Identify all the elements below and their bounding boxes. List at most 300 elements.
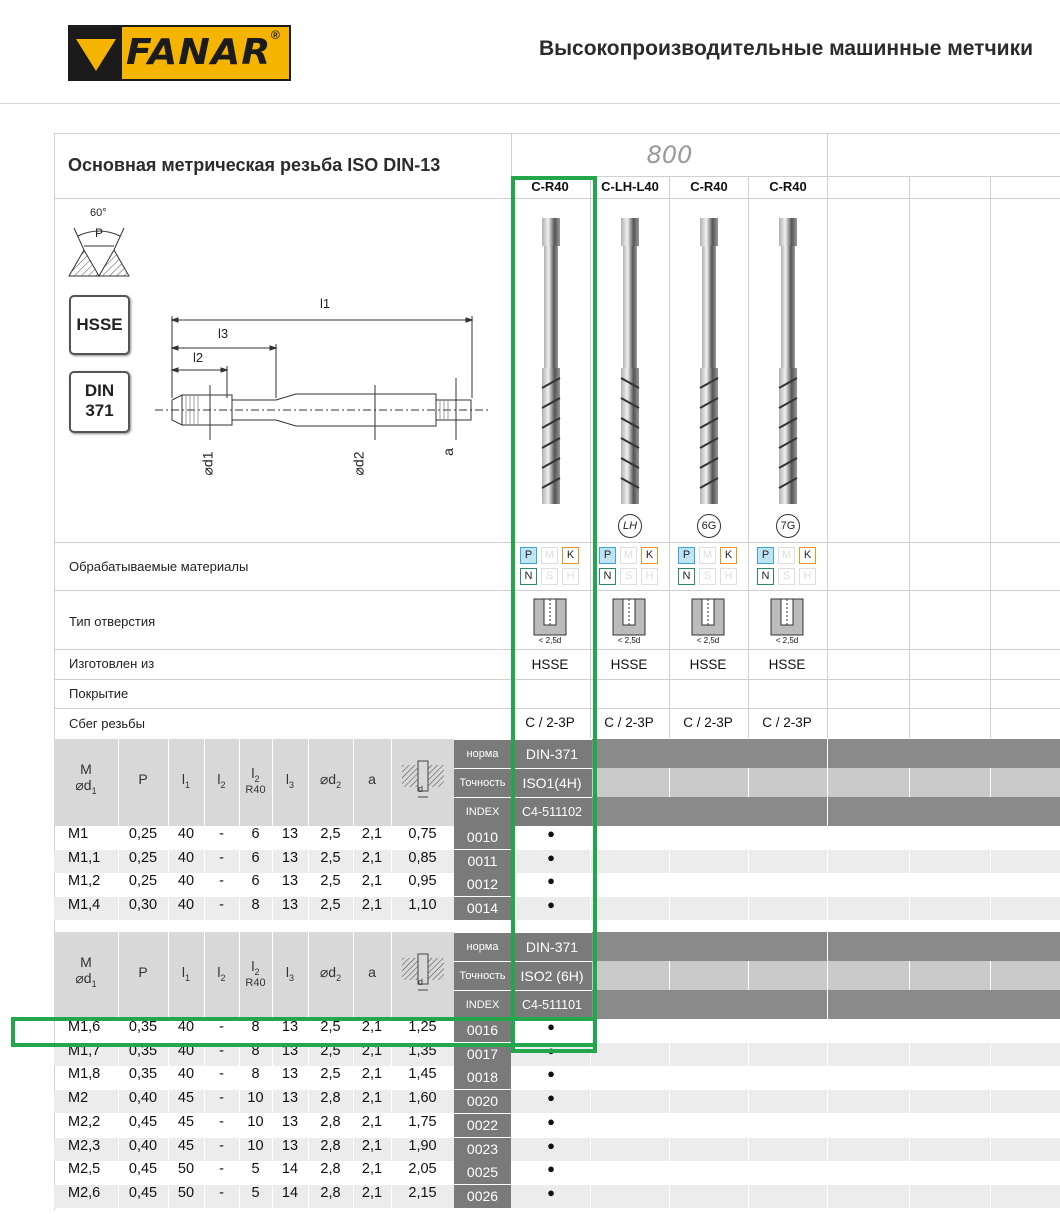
left-hand-icon: LH	[618, 514, 642, 538]
cell-l2r: 10	[247, 1113, 264, 1130]
row-separator	[118, 873, 119, 896]
cell-m: M2	[68, 1090, 89, 1107]
made-of-value: HSSE	[610, 657, 648, 672]
row-separator	[590, 1161, 591, 1184]
availability-dot: ●	[547, 1113, 555, 1129]
cell-l3: 13	[281, 1137, 299, 1154]
table-header	[54, 739, 454, 826]
made-of-value: HSSE	[689, 657, 727, 672]
row-separator	[272, 897, 273, 920]
grid-line	[827, 768, 828, 797]
meta-label: INDEX	[454, 990, 511, 1019]
material-box-n: N	[757, 568, 774, 585]
row-separator	[353, 1066, 354, 1089]
cell-d2: 2,8	[320, 1090, 341, 1107]
logo-v-mark	[70, 27, 122, 79]
meta-value: DIN-371	[512, 932, 592, 961]
row-separator	[308, 1066, 309, 1089]
index-code: 0023	[454, 1138, 511, 1161]
highlight-column	[511, 176, 597, 1053]
cell-p: 0,35	[128, 1066, 158, 1083]
table-row	[54, 1090, 1060, 1113]
material-box-m: M	[699, 547, 716, 564]
cell-dk: 1,10	[408, 897, 437, 914]
cell-l2r: 8	[251, 1042, 260, 1059]
header-divider	[0, 103, 1060, 104]
cell-l2r: 5	[251, 1184, 260, 1201]
thread-pitch-label: P	[95, 226, 104, 240]
dim-l1-label: l1	[320, 296, 331, 311]
cell-d2: 2,8	[320, 1113, 341, 1130]
row-separator	[909, 1161, 910, 1184]
row-separator	[308, 1161, 309, 1184]
cell-p: 0,30	[128, 897, 158, 914]
material-box-n: N	[678, 568, 695, 585]
material-box-s: S	[541, 568, 558, 585]
material-box-s: S	[699, 568, 716, 585]
header-cell: a	[368, 771, 376, 787]
tolerance-badge: 6G	[697, 514, 721, 538]
availability-dot: ●	[547, 1042, 555, 1058]
row-separator	[239, 1114, 240, 1137]
cell-dk: 0,85	[408, 849, 437, 866]
made-of-value: HSSE	[768, 657, 806, 672]
cell-a: 2,1	[361, 1161, 383, 1178]
material-box-p: P	[520, 547, 537, 564]
cell-d2: 2,8	[320, 1137, 341, 1154]
header-cell: $l_1$	[181, 771, 191, 790]
cell-p: 0,25	[128, 873, 158, 890]
row-separator	[239, 897, 240, 920]
row-separator	[669, 1019, 670, 1042]
din-badge	[69, 371, 130, 433]
availability-dot: ●	[547, 1019, 555, 1034]
row-separator	[827, 1043, 828, 1066]
cell-l1: 45	[177, 1113, 195, 1130]
table-row	[54, 1066, 1060, 1089]
row-separator	[118, 1138, 119, 1161]
row-separator	[308, 873, 309, 896]
row-separator	[204, 1138, 205, 1161]
row-separator	[239, 1161, 240, 1184]
row-separator	[272, 850, 273, 873]
row-separator	[990, 1185, 991, 1208]
cell-m: M1,2	[68, 873, 101, 890]
dim-d2-label: ⌀d2	[350, 451, 367, 476]
material-box-s: S	[620, 568, 637, 585]
tolerance-badge: 7G	[776, 514, 800, 538]
runout-value: C / 2-3P	[525, 715, 575, 730]
table-row	[54, 1161, 1060, 1184]
row-separator	[669, 1161, 670, 1184]
cell-l2: -	[219, 1184, 224, 1201]
row-separator	[353, 826, 354, 849]
cell-l1: 40	[177, 873, 195, 890]
cell-a: 2,1	[361, 897, 383, 914]
row-separator	[391, 1161, 392, 1184]
cell-l3: 13	[281, 826, 299, 842]
row-separator	[308, 897, 309, 920]
row-separator	[990, 1090, 991, 1113]
row-separator	[239, 826, 240, 849]
cell-p: 0,45	[128, 1113, 158, 1130]
cell-m: M1,7	[68, 1042, 101, 1059]
meta-value: C4-511101	[512, 990, 592, 1019]
grid-line	[827, 990, 828, 1019]
material-box-k: K	[641, 547, 658, 564]
column-header: C-R40	[769, 179, 807, 194]
meta-fill	[592, 932, 1060, 961]
row-separator	[239, 1090, 240, 1113]
cell-m: M2,3	[68, 1137, 101, 1154]
cell-p: 0,35	[128, 1042, 158, 1059]
cell-l1: 40	[177, 897, 195, 914]
cell-l2r: 8	[251, 1066, 260, 1083]
prop-label-hole-type: Тип отверстия	[69, 614, 156, 629]
row-separator	[827, 1138, 828, 1161]
row-separator	[748, 873, 749, 896]
row-separator	[308, 1114, 309, 1137]
dim-d1-label: ⌀d1	[199, 451, 216, 476]
grid-line	[909, 961, 910, 990]
cell-p: 0,25	[128, 826, 158, 842]
row-separator	[669, 826, 670, 849]
row-separator	[669, 1043, 670, 1066]
row-separator	[118, 1090, 119, 1113]
row-separator	[909, 1043, 910, 1066]
row-separator	[827, 873, 828, 896]
table-header	[54, 932, 454, 1019]
cell-dk: 1,90	[408, 1137, 437, 1154]
row-separator	[204, 873, 205, 896]
header-cell: a	[368, 964, 376, 980]
cell-a: 2,1	[361, 849, 383, 866]
din-badge-line1: DIN	[84, 381, 115, 400]
row-separator	[353, 897, 354, 920]
cell-l2: -	[219, 1042, 224, 1059]
logo-brand-text: FANAR	[126, 32, 272, 73]
meta-fill	[592, 990, 1060, 1019]
row-separator	[353, 1138, 354, 1161]
row-separator	[204, 826, 205, 849]
tap-image	[615, 218, 645, 508]
index-code: 0018	[454, 1066, 511, 1089]
index-code: 0022	[454, 1114, 511, 1137]
row-separator	[990, 1043, 991, 1066]
row-separator	[204, 1185, 205, 1208]
row-separator	[827, 850, 828, 873]
row-separator	[239, 873, 240, 896]
meta-value: ISO1(4H)	[512, 768, 592, 797]
row-separator	[391, 897, 392, 920]
row-separator	[827, 826, 828, 849]
cell-a: 2,1	[361, 1066, 383, 1083]
cell-l3: 13	[281, 1090, 299, 1107]
row-separator	[308, 1090, 309, 1113]
row-separator	[353, 1161, 354, 1184]
grid-line	[669, 768, 670, 797]
index-code: 0020	[454, 1090, 511, 1113]
cell-l1: 40	[177, 1066, 195, 1083]
row-separator	[990, 1019, 991, 1042]
cell-a: 2,1	[361, 826, 383, 842]
row-separator	[272, 1114, 273, 1137]
hole-depth-label: < 2,5d	[617, 636, 641, 645]
cell-d2: 2,5	[320, 1066, 341, 1083]
header-cell: $l_1$	[181, 964, 191, 983]
row-separator	[827, 1161, 828, 1184]
table-row	[54, 1114, 1060, 1137]
row-separator	[391, 1066, 392, 1089]
header-cell: P	[138, 771, 148, 787]
row-separator	[118, 1066, 119, 1089]
cell-l2r: 5	[251, 1161, 260, 1178]
cell-l1: 45	[177, 1137, 195, 1154]
row-separator	[308, 850, 309, 873]
cell-l2: -	[219, 849, 224, 866]
row-separator	[272, 873, 273, 896]
header-cell: $l_2$ R40	[245, 958, 266, 989]
availability-dot: ●	[547, 897, 555, 913]
material-box-p: P	[599, 547, 616, 564]
tap-image	[773, 218, 803, 508]
row-separator	[748, 1043, 749, 1066]
cell-l1: 40	[177, 1042, 195, 1059]
row-separator	[272, 1090, 273, 1113]
availability-dot: ●	[547, 1066, 555, 1082]
header-cell: d	[391, 952, 454, 1001]
made-of-value: HSSE	[531, 657, 569, 672]
row-separator	[909, 1185, 910, 1208]
dim-a-label: a	[439, 448, 456, 456]
cell-l2r: 10	[247, 1137, 264, 1154]
cell-d2: 2,8	[320, 1161, 341, 1178]
row-separator	[118, 1185, 119, 1208]
row-separator	[391, 1090, 392, 1113]
cell-l1: 40	[177, 849, 195, 866]
header-cell: $l_2$	[217, 771, 226, 790]
row-separator	[669, 1066, 670, 1089]
grid-line	[827, 797, 828, 826]
row-separator	[168, 873, 169, 896]
header-cell: $⌀d_2$	[319, 964, 342, 983]
cell-dk: 0,75	[408, 826, 437, 842]
row-separator	[990, 826, 991, 849]
grid-line	[909, 176, 910, 738]
cell-l2: -	[219, 873, 224, 890]
cell-a: 2,1	[361, 1113, 383, 1130]
row-separator	[909, 1138, 910, 1161]
row-separator	[990, 897, 991, 920]
row-separator	[909, 1090, 910, 1113]
row-separator	[391, 1114, 392, 1137]
cell-p: 0,25	[128, 849, 158, 866]
hole-depth-label: < 2,5d	[775, 636, 799, 645]
header-cell: M $⌀d_1$	[75, 761, 97, 796]
grid-line	[748, 768, 749, 797]
cell-a: 2,1	[361, 1137, 383, 1154]
row-separator	[748, 897, 749, 920]
section-title: Основная метрическая резьба ISO DIN-13	[68, 155, 441, 175]
runout-value: C / 2-3P	[762, 715, 812, 730]
row-separator	[168, 897, 169, 920]
index-code: 0017	[454, 1043, 511, 1066]
row-separator	[239, 1185, 240, 1208]
cell-l2: -	[219, 1066, 224, 1083]
cell-l1: 50	[177, 1184, 195, 1201]
row-separator	[827, 1114, 828, 1137]
row-separator	[308, 1185, 309, 1208]
cell-l3: 13	[281, 873, 299, 890]
meta-fill	[592, 739, 1060, 768]
row-separator	[353, 1185, 354, 1208]
row-separator	[909, 850, 910, 873]
cell-d2: 2,5	[320, 897, 341, 914]
row-separator	[990, 1066, 991, 1089]
material-box-k: K	[799, 547, 816, 564]
row-separator	[990, 1114, 991, 1137]
cell-a: 2,1	[361, 873, 383, 890]
row-separator	[590, 1066, 591, 1089]
row-separator	[909, 897, 910, 920]
series-label: 800	[512, 134, 828, 176]
row-separator	[590, 1114, 591, 1137]
column-header: C-R40	[690, 179, 728, 194]
cell-dk: 0,95	[408, 873, 437, 890]
row-separator	[827, 1090, 828, 1113]
cell-l3: 13	[281, 849, 299, 866]
cell-l2r: 6	[251, 873, 260, 890]
cell-d2: 2,5	[320, 873, 341, 890]
prop-label-coating: Покрытие	[69, 686, 129, 701]
hole-depth-label: < 2,5d	[538, 636, 562, 645]
cell-l2: -	[219, 1137, 224, 1154]
cell-dk: 1,25	[408, 1019, 437, 1035]
meta-label: норма	[454, 739, 511, 768]
row-separator	[748, 1019, 749, 1042]
row-separator	[669, 1185, 670, 1208]
grid-line	[827, 932, 828, 961]
row-separator	[909, 1114, 910, 1137]
availability-dot: ●	[547, 873, 555, 889]
row-separator	[391, 873, 392, 896]
availability-dot: ●	[547, 1184, 555, 1200]
column-header: C-R40	[531, 179, 569, 194]
meta-value: ISO2 (6H)	[512, 961, 592, 990]
cell-l2r: 10	[247, 1090, 264, 1107]
grid-line	[748, 176, 749, 738]
row-separator	[748, 1090, 749, 1113]
row-separator	[748, 1161, 749, 1184]
availability-dot: ●	[547, 826, 555, 841]
row-separator	[272, 1161, 273, 1184]
cell-l2r: 8	[251, 897, 260, 914]
row-separator	[353, 873, 354, 896]
row-separator	[118, 826, 119, 849]
row-separator	[748, 1185, 749, 1208]
index-code: 0011	[454, 850, 511, 873]
row-separator	[168, 1138, 169, 1161]
row-separator	[590, 1185, 591, 1208]
meta-label: Точность	[454, 961, 511, 990]
material-box-m: M	[778, 547, 795, 564]
row-separator	[669, 897, 670, 920]
cell-l3: 14	[281, 1161, 299, 1178]
row-separator	[272, 826, 273, 849]
runout-value: C / 2-3P	[604, 715, 654, 730]
cell-l1: 45	[177, 1090, 195, 1107]
row-separator	[272, 1066, 273, 1089]
grid-line	[827, 961, 828, 990]
prop-label-made-of: Изготовлен из	[69, 656, 155, 671]
cell-l2: -	[219, 1113, 224, 1130]
cell-l3: 13	[281, 1113, 299, 1130]
row-separator	[748, 850, 749, 873]
prop-label-materials: Обрабатываемые материалы	[69, 559, 249, 574]
header-cell: $l_2$	[217, 964, 226, 983]
material-box-s: S	[778, 568, 795, 585]
table-row	[54, 1185, 1060, 1208]
column-header: C-LH-L40	[601, 179, 659, 194]
grid-line	[909, 768, 910, 797]
cell-l2r: 6	[251, 849, 260, 866]
meta-label: норма	[454, 932, 511, 961]
cell-d2: 2,5	[320, 1019, 341, 1035]
row-separator	[827, 1185, 828, 1208]
cell-l2: -	[219, 826, 224, 842]
cell-m: M1,4	[68, 897, 101, 914]
cell-d2: 2,5	[320, 849, 341, 866]
header-cell: d	[391, 759, 454, 808]
row-separator	[118, 1114, 119, 1137]
grid-line	[669, 176, 670, 738]
index-code: 0012	[454, 873, 511, 896]
cell-a: 2,1	[361, 1042, 383, 1059]
meta-value: DIN-371	[512, 739, 592, 768]
row-separator	[909, 1066, 910, 1089]
row-separator	[204, 897, 205, 920]
index-code: 0025	[454, 1161, 511, 1184]
row-separator	[168, 850, 169, 873]
cell-l2: -	[219, 1019, 224, 1035]
row-separator	[669, 873, 670, 896]
material-box-m: M	[620, 547, 637, 564]
availability-dot: ●	[547, 1161, 555, 1177]
row-separator	[308, 826, 309, 849]
row-separator	[204, 850, 205, 873]
hsse-badge: HSSE	[69, 295, 130, 355]
grid-line	[748, 961, 749, 990]
index-code: 0026	[454, 1185, 511, 1208]
hole-depth-label: < 2,5d	[696, 636, 720, 645]
din-badge-line2: 371	[85, 401, 114, 420]
cell-l2r: 6	[251, 826, 260, 842]
row-separator	[669, 1138, 670, 1161]
material-box-h: H	[562, 568, 579, 585]
meta-value: C4-511102	[512, 797, 592, 826]
table-row	[54, 1138, 1060, 1161]
meta-label: INDEX	[454, 797, 511, 826]
availability-dot: ●	[547, 849, 555, 865]
row-separator	[353, 850, 354, 873]
grid-line	[669, 961, 670, 990]
row-separator	[990, 1161, 991, 1184]
cell-m: M1	[68, 826, 89, 842]
availability-dot: ●	[547, 1090, 555, 1106]
row-separator	[204, 1114, 205, 1137]
material-box-k: K	[562, 547, 579, 564]
header-cell: $l_3$	[285, 771, 295, 790]
